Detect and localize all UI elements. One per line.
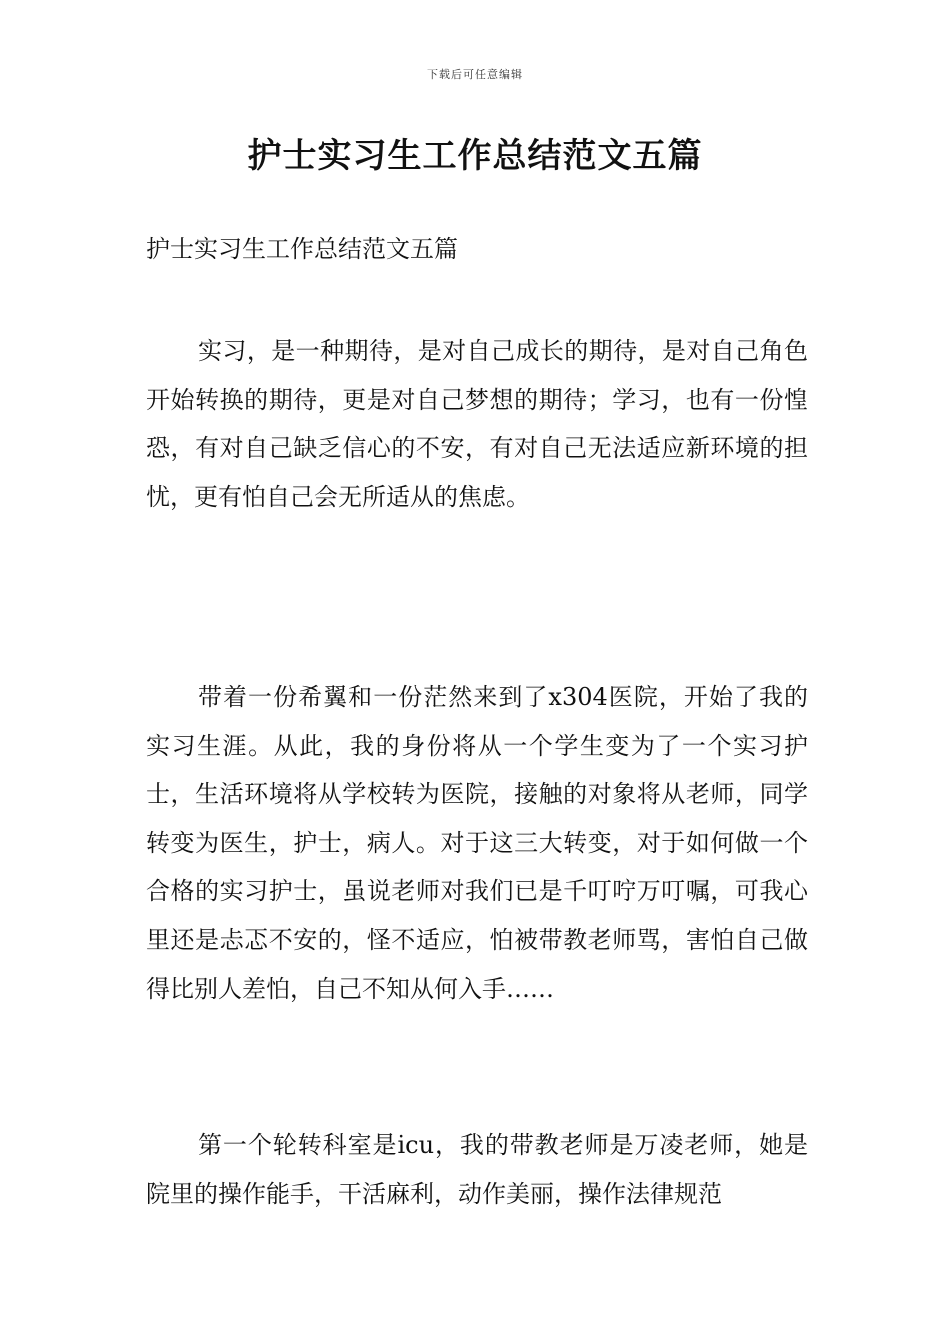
paragraph-intro: 实习，是一种期待，是对自己成长的期待，是对自己角色开始转换的期待，更是对自己梦想的期待；学习，也有一份惶恐，有对自己缺乏信心的不安，有对自己无法适应新环境的担忧，更有怕自己会无所适从的焦虑。 bbox=[146, 337, 808, 511]
document-subtitle: 护士实习生工作总结范文五篇 bbox=[146, 235, 458, 263]
header-note: 下载后可任意编辑 bbox=[427, 68, 523, 81]
paragraph-arrival: 带着一份希翼和一份茫然来到了x304医院，开始了我的实习生涯。从此，我的身份将从一个学生变为了一个实习护士，生活环境将从学校转为医院，接触的对象将从老师，同学转变为医生，护士，病人。对于这三大转变，对于如何做一个合格的实习护士，虽说老师对我们已是千叮咛万叮嘱，可我心里还是忐忑不安的，怪不适应，怕被带教老师骂，害怕自己做得比别人差怕，自己不知从何入手…… bbox=[146, 683, 808, 1003]
document-title: 护士实习生工作总结范文五篇 bbox=[247, 136, 703, 176]
paragraph-icu: 第一个轮转科室是icu，我的带教老师是万凌老师，她是院里的操作能手，干活麻利，动作美丽，操作法律规范 bbox=[146, 1131, 808, 1208]
